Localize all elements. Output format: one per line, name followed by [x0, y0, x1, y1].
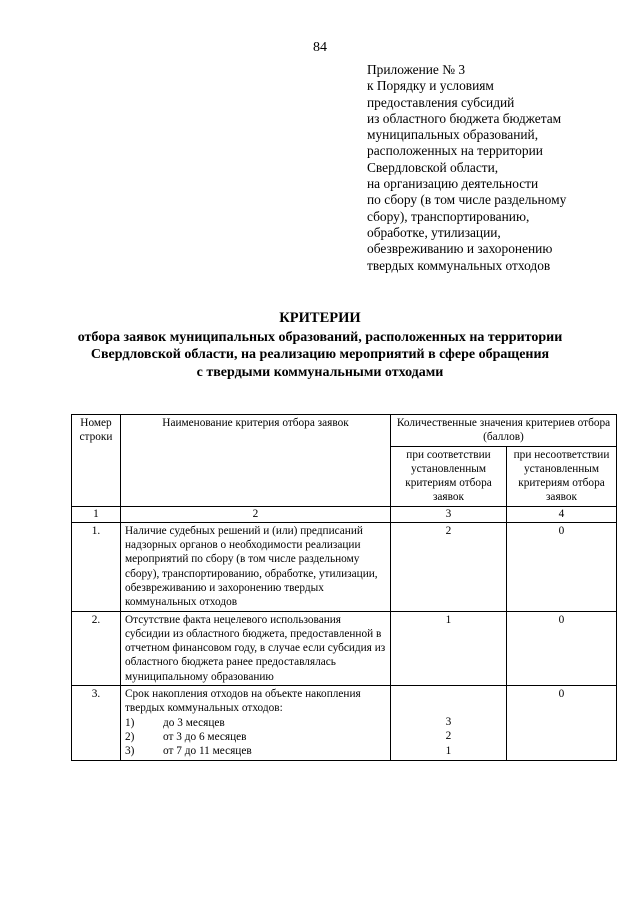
subitem-value: 2 — [445, 730, 452, 743]
compliant-values — [391, 686, 507, 760]
compliant-value: 1 — [391, 611, 507, 685]
criterion-name: Наличие судебных решений и (или) предписаний надзорных органов о необходимости реализации мероприятий по сбору (в том числе раздельному сбору), транспортированию, обработке, утилизации, обезвреживанию и захоронению твердых коммунальных отходов — [121, 522, 391, 611]
appendix-line: сбору), транспортированию, — [367, 208, 530, 224]
column-number: 2 — [121, 506, 391, 522]
noncompliant-value: 0 — [507, 611, 617, 685]
title-subline: Свердловской области, на реализацию мероприятий в сфере обращения — [90, 347, 550, 362]
row-number: 3. — [72, 686, 121, 760]
page-number: 84 — [313, 40, 327, 55]
title-subline: с твердыми коммунальными отходами — [196, 364, 444, 380]
document-title — [0, 310, 640, 381]
appendix-line: твердых коммунальных отходов — [367, 257, 551, 273]
column-number: 1 — [72, 506, 121, 522]
appendix-line: обезвреживанию и захоронению — [367, 241, 553, 257]
appendix-line: на организацию деятельности — [367, 176, 539, 192]
table-row — [72, 686, 617, 760]
appendix-line: Свердловской области, — [367, 159, 499, 175]
column-number: 3 — [391, 506, 507, 522]
subitem — [125, 716, 386, 730]
subitem-number: 2) — [125, 730, 135, 743]
header-row-number: Номер строки — [72, 415, 121, 507]
header-noncompliant: при несоответствии установленным критериям отбора заявок — [507, 446, 617, 506]
subitem — [125, 744, 386, 758]
header-criterion-name: Наименование критерия отбора заявок — [121, 415, 391, 507]
appendix-line: Приложение № 3 — [367, 62, 466, 77]
criterion-name: Отсутствие факта нецелевого использования субсидии из областного бюджета, предоставленной в отчетном финансовом году, в случае если субсидия из областного бюджета ранее предоставлялась муниципальному образованию — [121, 611, 391, 685]
criterion-name: Срок накопления отходов на объекте накопления твердых коммунальных отходов: — [125, 688, 361, 715]
subitem-value: 3 — [445, 716, 452, 729]
appendix-line: обработке, утилизации, — [367, 224, 501, 240]
subitem-number: 3) — [125, 745, 135, 758]
appendix-block — [367, 62, 627, 274]
column-number: 4 — [507, 506, 617, 522]
criteria-table — [71, 414, 617, 761]
appendix-line: из областного бюджета бюджетам — [367, 110, 562, 126]
subitem-text: от 3 до 6 месяцев — [163, 730, 247, 743]
title-subline: отбора заявок муниципальных образований, расположенных на территории — [77, 329, 563, 345]
table-row — [72, 522, 617, 611]
appendix-line: к Порядку и условиям — [367, 78, 494, 94]
header-compliant: при соответствии установленным критериям отбора заявок — [391, 446, 507, 506]
noncompliant-value: 0 — [507, 522, 617, 611]
subitem-text: до 3 месяцев — [163, 716, 225, 729]
header-quantitative: Количественные значения критериев отбора (баллов) — [391, 415, 617, 447]
subitem-text: от 7 до 11 месяцев — [163, 745, 252, 758]
subitem-value: 1 — [445, 744, 452, 757]
appendix-line: предоставления субсидий — [367, 94, 515, 110]
compliant-value: 2 — [391, 522, 507, 611]
subitem-number: 1) — [125, 716, 135, 729]
appendix-line: муниципальных образований, — [367, 127, 539, 143]
subitem — [125, 730, 386, 744]
noncompliant-value: 0 — [507, 686, 617, 760]
criterion-cell — [121, 686, 391, 760]
table-row — [72, 611, 617, 685]
appendix-line: расположенных на территории — [367, 143, 543, 159]
appendix-line: по сбору (в том числе раздельному — [367, 192, 567, 208]
title-main: КРИТЕРИИ — [279, 310, 361, 326]
row-number: 2. — [72, 611, 121, 685]
row-number: 1. — [72, 522, 121, 611]
